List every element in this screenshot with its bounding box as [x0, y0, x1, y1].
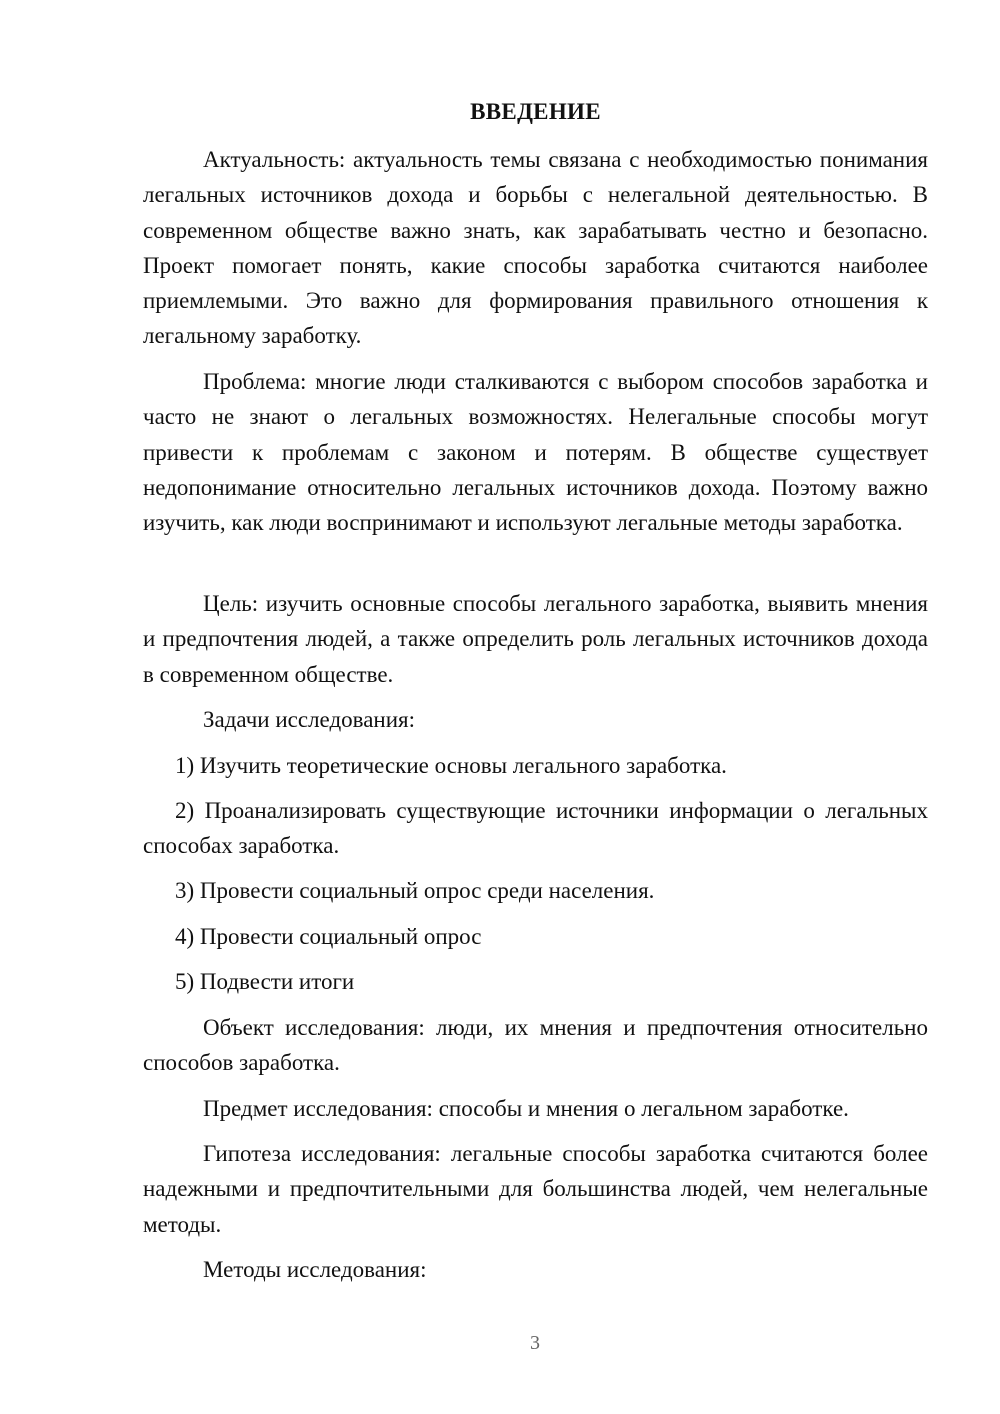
goal-paragraph: Цель: изучить основные способы легального заработка, выявить мнения и предпочтения людей, а также определить роль легальных источников дохода в современном обществе.	[143, 591, 928, 687]
task-item-3: 3) Провести социальный опрос среди населения.	[175, 878, 655, 903]
page-number: 3	[530, 1332, 540, 1354]
tasks-heading: Задачи исследования:	[203, 707, 416, 732]
subject-paragraph: Предмет исследования: способы и мнения о легальном заработке.	[203, 1096, 849, 1121]
page-title: ВВЕДЕНИЕ	[470, 99, 601, 124]
problem-paragraph: Проблема: многие люди сталкиваются с выбором способов заработка и часто не знают о легальных возможностях. Нелегальные способы могут привести к проблемам с законом и потерям. В обществе существует недопонимание относительно легальных источников дохода. Поэтому важно изучить, как люди воспринимают и используют легальные методы заработка.	[143, 369, 928, 536]
task-item-1: 1) Изучить теоретические основы легального заработка.	[175, 753, 727, 778]
task-item-5: 5) Подвести итоги	[175, 969, 355, 994]
hypothesis-paragraph: Гипотеза исследования: легальные способы заработка считаются более надежными и предпочтительными для большинства людей, чем нелегальные методы.	[143, 1141, 928, 1237]
methods-heading: Методы исследования:	[203, 1257, 427, 1282]
task-item-2: 2) Проанализировать существующие источники информации о легальных способах заработка.	[143, 798, 928, 859]
object-paragraph: Объект исследования: люди, их мнения и предпочтения относительно способов заработка.	[143, 1015, 928, 1076]
relevance-paragraph: Актуальность: актуальность темы связана с необходимостью понимания легальных источников дохода и борьбы с нелегальной деятельностью. В современном обществе важно знать, как зарабатывать честно и безопасно. Проект помогает понять, какие способы заработка считаются наиболее приемлемыми. Это важно для формирования правильного отношения к легальному заработку.	[143, 147, 928, 349]
task-item-4: 4) Провести социальный опрос	[175, 924, 482, 949]
